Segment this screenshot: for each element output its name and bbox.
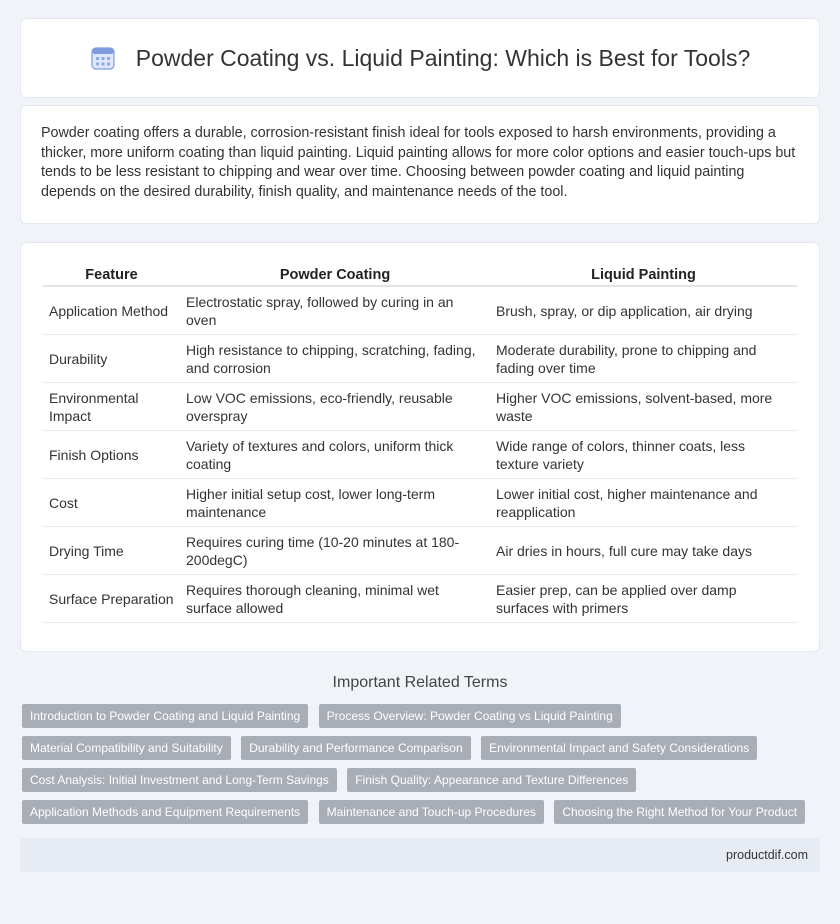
- table-row: [43, 335, 797, 383]
- page-title: Powder Coating vs. Liquid Painting: Which is Best for Tools?: [135, 44, 751, 71]
- header-liquid-painting: Liquid Painting: [490, 261, 797, 287]
- intro-card: [20, 105, 820, 224]
- liquid-cell: Higher VOC emissions, solvent-based, more waste: [490, 383, 797, 431]
- related-terms-section: [0, 674, 840, 692]
- feature-cell: Environmental Impact: [43, 383, 180, 431]
- liquid-cell: Moderate durability, prone to chipping and fading over time: [490, 335, 797, 383]
- powder-cell: Low VOC emissions, eco-friendly, reusable overspray: [180, 383, 490, 431]
- powder-cell: Requires thorough cleaning, minimal wet surface allowed: [180, 575, 490, 623]
- feature-cell: Cost: [43, 479, 180, 527]
- powder-cell: Higher initial setup cost, lower long-term maintenance: [180, 479, 490, 527]
- footer-site-link[interactable]: productdif.com: [726, 848, 808, 862]
- related-tag[interactable]: Environmental Impact and Safety Considerations: [481, 736, 757, 760]
- feature-cell: Finish Options: [43, 431, 180, 479]
- powder-cell: Requires curing time (10-20 minutes at 180-200degC): [180, 527, 490, 575]
- header-powder-coating: Powder Coating: [180, 261, 490, 287]
- related-tags: [22, 704, 820, 832]
- related-terms-title: Important Related Terms: [332, 674, 508, 691]
- feature-cell: Drying Time: [43, 527, 180, 575]
- related-tag[interactable]: Introduction to Powder Coating and Liquid Painting: [22, 704, 308, 728]
- liquid-cell: Brush, spray, or dip application, air drying: [490, 287, 797, 335]
- feature-cell: Application Method: [43, 287, 180, 335]
- table-row: [43, 575, 797, 623]
- powder-cell: High resistance to chipping, scratching, fading, and corrosion: [180, 335, 490, 383]
- header-feature: Feature: [43, 261, 180, 287]
- related-tag[interactable]: Process Overview: Powder Coating vs Liquid Painting: [319, 704, 621, 728]
- table-header-row: [43, 261, 797, 287]
- related-tag[interactable]: Finish Quality: Appearance and Texture Differences: [347, 768, 636, 792]
- related-tag[interactable]: Material Compatibility and Suitability: [22, 736, 231, 760]
- related-tag[interactable]: Choosing the Right Method for Your Product: [554, 800, 805, 824]
- table-row: [43, 287, 797, 335]
- related-tag[interactable]: Cost Analysis: Initial Investment and Long-Term Savings: [22, 768, 337, 792]
- calendar-grid-icon: [90, 45, 116, 71]
- feature-cell: Surface Preparation: [43, 575, 180, 623]
- table-row: [43, 479, 797, 527]
- powder-cell: Variety of textures and colors, uniform thick coating: [180, 431, 490, 479]
- table-row: [43, 383, 797, 431]
- feature-cell: Durability: [43, 335, 180, 383]
- comparison-card: [20, 242, 820, 652]
- related-tag[interactable]: Maintenance and Touch-up Procedures: [319, 800, 544, 824]
- page-footer: [20, 838, 820, 872]
- page-header: [20, 18, 820, 98]
- related-tag[interactable]: Application Methods and Equipment Requirements: [22, 800, 308, 824]
- liquid-cell: Air dries in hours, full cure may take days: [490, 527, 797, 575]
- comparison-table: [43, 261, 797, 623]
- liquid-cell: Wide range of colors, thinner coats, less texture variety: [490, 431, 797, 479]
- liquid-cell: Lower initial cost, higher maintenance and reapplication: [490, 479, 797, 527]
- related-tag[interactable]: Durability and Performance Comparison: [241, 736, 470, 760]
- table-row: [43, 431, 797, 479]
- liquid-cell: Easier prep, can be applied over damp surfaces with primers: [490, 575, 797, 623]
- powder-cell: Electrostatic spray, followed by curing in an oven: [180, 287, 490, 335]
- table-row: [43, 527, 797, 575]
- intro-text: Powder coating offers a durable, corrosion-resistant finish ideal for tools exposed to harsh environments, providing a thicker, more uniform coating than liquid painting. Liquid painting allows for more color options and easier touch-ups but tends to be less resistant to chipping and wear over time. Choosing between powder coating and liquid painting depends on the desired durability, finish quality, and maintenance needs of the tool.: [41, 125, 796, 200]
